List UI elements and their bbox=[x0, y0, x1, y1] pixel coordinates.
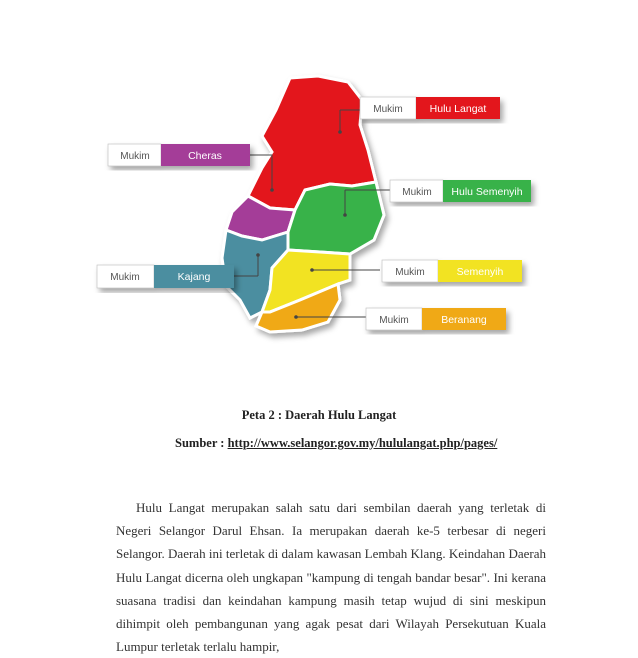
map-caption-title: Peta 2 : Daerah Hulu Langat bbox=[241, 408, 397, 422]
label-semenyih-prefix: Mukim bbox=[395, 267, 425, 278]
label-hulu-langat-name: Hulu Langat bbox=[429, 103, 487, 115]
label-kajang-name: Kajang bbox=[177, 271, 211, 283]
source-label: Sumber : bbox=[175, 436, 228, 450]
source-link[interactable]: http://www.selangor.gov.my/hululangat.php/pages/ bbox=[227, 436, 498, 450]
label-hulu-semenyih-prefix: Mukim bbox=[402, 187, 432, 198]
map-caption-source bbox=[175, 436, 497, 451]
label-beranang-name: Beranang bbox=[441, 314, 487, 326]
label-hulu-langat-prefix: Mukim bbox=[373, 104, 403, 115]
label-hulu-semenyih-name: Hulu Semenyih bbox=[451, 186, 523, 198]
label-semenyih-name: Semenyih bbox=[456, 266, 504, 278]
region-hulu-semenyih bbox=[288, 182, 384, 254]
label-kajang-prefix: Mukim bbox=[110, 272, 140, 283]
label-beranang-prefix: Mukim bbox=[379, 315, 409, 326]
label-cheras-name: Cheras bbox=[188, 150, 222, 162]
label-cheras-prefix: Mukim bbox=[120, 151, 150, 162]
body-paragraph: Hulu Langat merupakan salah satu dari sembilan daerah yang terletak di Negeri Selangor Darul Ehsan. Ia merupakan daerah ke-5 terbesar di negeri Selangor. Daerah ini terletak di dalam kawasan Lembah Klang. Keindahan Daerah Hulu Langat dicerna oleh ungkapan "kampung di tengah bandar besar". Ini kerana suasana tradisi dan keindahan kampung masih tetap wujud di sini meskipun dihimpit oleh pembangunan yang agak pesat dari Wilayah Persekutuan Kuala Lumpur terletak terlalu hampir, bbox=[116, 500, 546, 655]
